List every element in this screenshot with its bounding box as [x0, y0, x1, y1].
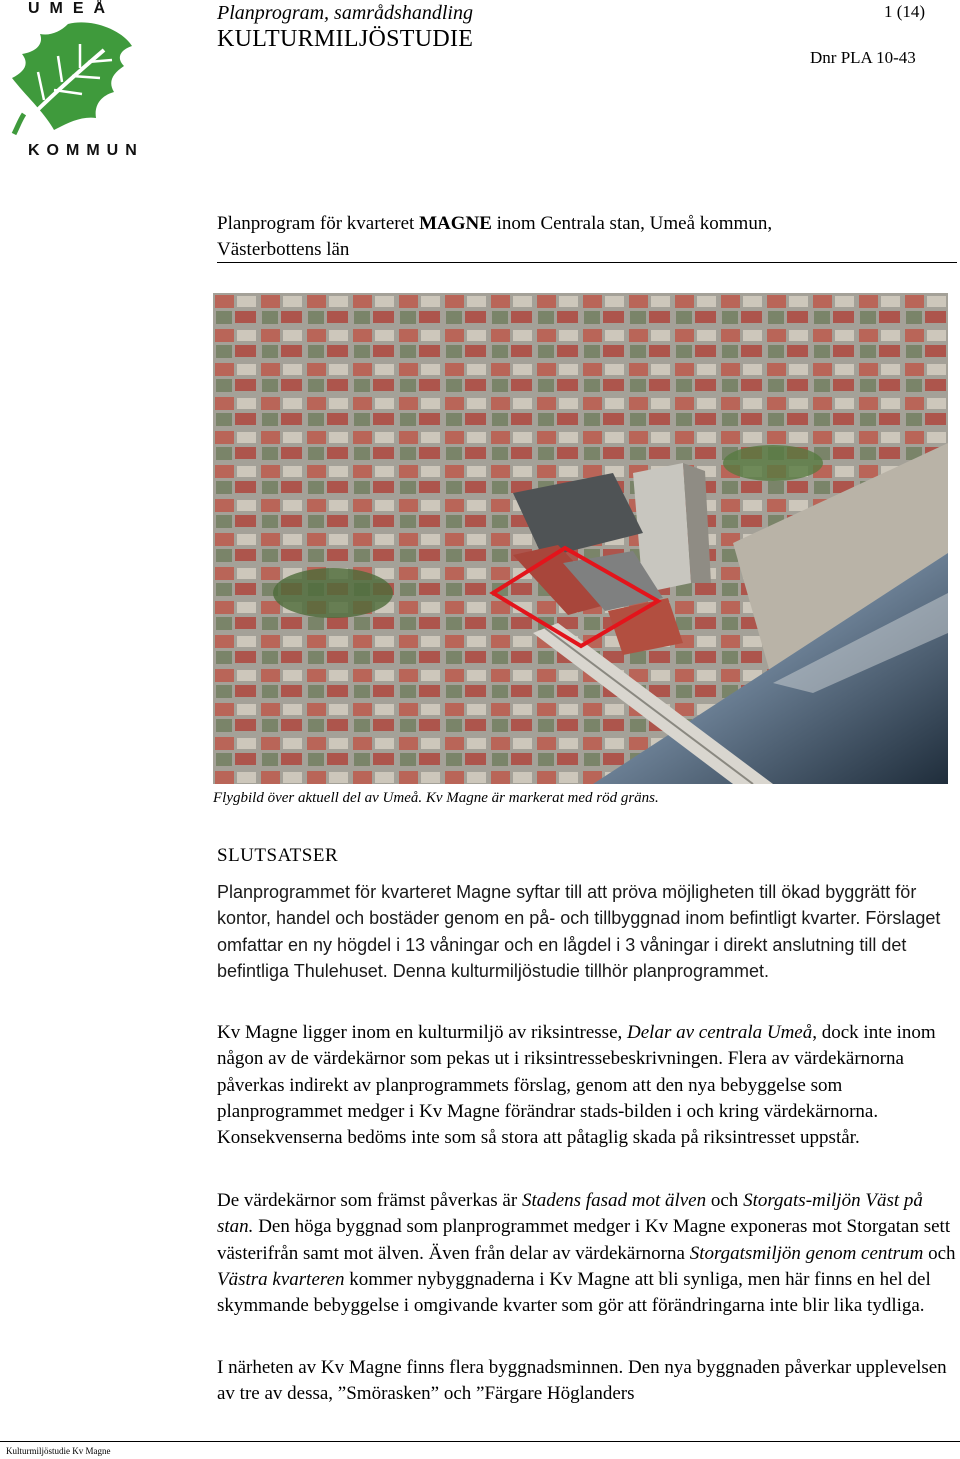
footer-text: Kulturmiljöstudie Kv Magne — [6, 1446, 111, 1456]
paragraph-4: I närheten av Kv Magne finns flera byggnadsminnen. Den nya byggnaden påverkar upplevelsen av tre av dessa, ”Smörasken” och ”Färgare Höglanders — [217, 1357, 947, 1405]
diary-number: Dnr PLA 10-43 — [810, 48, 916, 67]
figure-caption: Flygbild över aktuell del av Umeå. Kv Magne är markerat med röd gräns. — [213, 790, 659, 806]
footer-divider — [0, 1441, 960, 1442]
p3-text-c: och — [706, 1190, 744, 1211]
logo-top-text: UMEÅ — [28, 0, 116, 17]
intro-text-line2: Västerbottens län — [217, 239, 350, 260]
document-title: KULTURMILJÖSTUDIE — [217, 26, 474, 52]
page-number: 1 (14) — [884, 2, 926, 21]
p3-text-a: De värdekärnor som främst påverkas är — [217, 1190, 522, 1211]
p2-text-c: , dock inte inom någon av de värdekärnor som pekas ut i riksintressebeskrivningen. Flera av värdekärnorna påverkas indirekt av planprogrammets förslag, genom att den nya bebyggelse som planprogrammet medger i Kv Magne förändrar stads-bilden i och kring värdekärnorna. Konsekvenserna bedöms inte som så stora att påtaglig skada på riksintresset uppstår. — [217, 1022, 936, 1149]
birch-leaf-icon — [4, 16, 139, 141]
paragraph-1: Planprogrammet för kvarteret Magne syftar till att pröva möjligheten till ökad byggrätt för kontor, handel och bostäder genom en på- och tillbyggnad inom befintligt kvarter. Förslaget omfattar en ny högdel i 13 våningar och en lågdel i 3 våningar i direkt anslutning till det befintliga Thulehuset. Denna kulturmiljöstudie tillhör planprogrammet. — [217, 882, 941, 981]
p3-text-i: kommer nybyggnaderna i Kv Magne att bli synliga, men här finns en hel del skymmande bebyggelse i omgivande kvarter som gör att förändringarna inte blir lika tydliga. — [217, 1268, 931, 1317]
p3-text-e: Den höga byggnad som planprogrammet medger i Kv Magne exponeras mot Storgatan sett västerifrån samt mot älven. Även från delar av värdekärnorna — [217, 1216, 951, 1264]
p3-italic-h: Västra kvarteren — [217, 1268, 345, 1290]
intro-heading — [217, 211, 772, 263]
paragraph-2 — [217, 1020, 960, 1151]
p2-italic-b: Delar av centrala Umeå — [627, 1022, 813, 1043]
p3-italic-b: Stadens fasad mot älven — [521, 1190, 707, 1211]
p3-italic-d: Storgats-miljön Väst på stan. — [217, 1190, 923, 1238]
p2-text-a: Kv Magne ligger inom en kulturmiljö av riksintresse, — [217, 1022, 628, 1043]
p3-italic-f: Storgatsmiljön genom centrum — [689, 1242, 924, 1264]
header-divider — [217, 262, 957, 263]
intro-text-post: inom Centrala stan, Umeå kommun, — [491, 213, 773, 234]
intro-text-pre: Planprogram för kvarteret — [217, 213, 420, 234]
document-subtitle: Planprogram, samrådshandling — [217, 2, 473, 24]
intro-text-bold: MAGNE — [419, 213, 492, 234]
umea-kommun-logo — [4, 0, 144, 165]
aerial-photo — [213, 293, 948, 784]
p3-text-g: och — [923, 1242, 956, 1264]
logo-bottom-text: KOMMUN — [28, 142, 144, 159]
section-heading: SLUTSATSER — [217, 845, 339, 866]
paragraph-3 — [217, 1188, 960, 1319]
